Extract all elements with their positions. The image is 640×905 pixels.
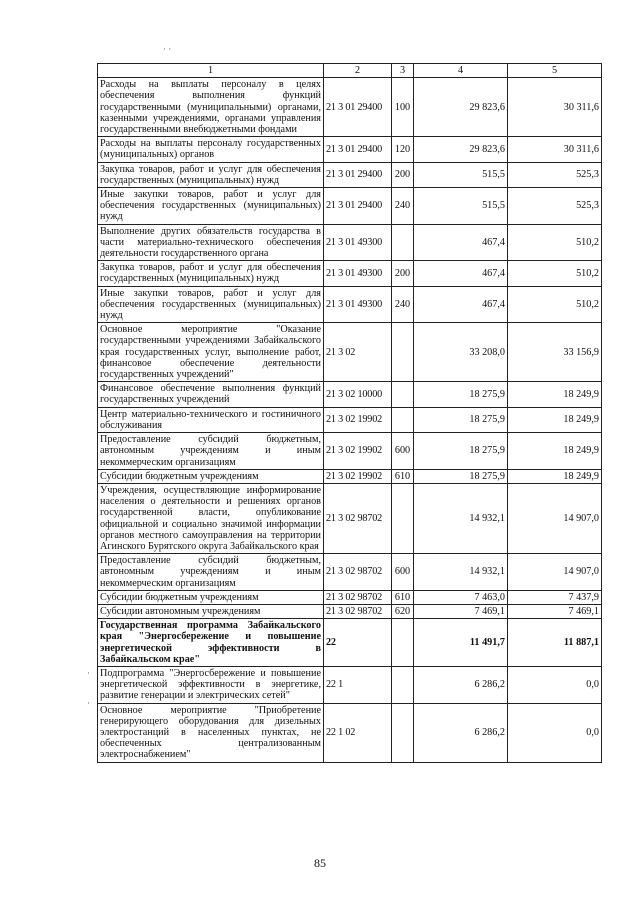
table-row: [98, 162, 602, 187]
amount-year-2-cell: 510,2: [508, 224, 602, 261]
row-name-cell: Предоставление субсидий бюджетным, автономным учреждениям и иным некоммерческим организациям: [98, 554, 324, 591]
target-article-code-cell: 21 3 02 98702: [324, 554, 392, 591]
header-col-3: 3: [392, 64, 414, 78]
expense-type-code-cell: 200: [392, 162, 414, 187]
amount-year-2-cell: 510,2: [508, 286, 602, 323]
target-article-code-cell: 21 3 02 19902: [324, 407, 392, 432]
amount-year-2-cell: 0,0: [508, 666, 602, 703]
amount-year-2-cell: 525,3: [508, 188, 602, 225]
target-article-code-cell: 21 3 02 19902: [324, 433, 392, 470]
table-row: [98, 323, 602, 382]
target-article-code-cell: 21 3 01 29400: [324, 188, 392, 225]
table-row: [98, 261, 602, 286]
row-name-cell: Предоставление субсидий бюджетным, автономным учреждениям и иным некоммерческим организациям: [98, 433, 324, 470]
row-name-cell: Финансовое обеспечение выполнения функций государственных учреждений: [98, 382, 324, 407]
target-article-code-cell: 22 1 02: [324, 703, 392, 762]
expense-type-code-cell: 240: [392, 286, 414, 323]
amount-year-1-cell: 14 932,1: [414, 483, 508, 553]
amount-year-1-cell: 14 932,1: [414, 554, 508, 591]
header-col-4: 4: [414, 64, 508, 78]
table-row: [98, 382, 602, 407]
expense-type-code-cell: [392, 323, 414, 382]
table-row: [98, 703, 602, 762]
row-name-cell: Закупка товаров, работ и услуг для обеспечения государственных (муниципальных) нужд: [98, 261, 324, 286]
scan-speck: · ·: [163, 44, 172, 54]
amount-year-1-cell: 515,5: [414, 162, 508, 187]
expense-type-code-cell: 240: [392, 188, 414, 225]
header-col-1: 1: [98, 64, 324, 78]
amount-year-1-cell: 7 463,0: [414, 590, 508, 604]
amount-year-2-cell: 11 887,1: [508, 619, 602, 667]
amount-year-1-cell: 467,4: [414, 261, 508, 286]
table-row: [98, 469, 602, 483]
page-number: 85: [314, 856, 326, 870]
amount-year-2-cell: 14 907,0: [508, 554, 602, 591]
scan-speck: ·: [87, 668, 90, 678]
expense-type-code-cell: 600: [392, 554, 414, 591]
expense-type-code-cell: [392, 703, 414, 762]
expense-type-code-cell: 620: [392, 604, 414, 618]
row-name-cell: Учреждения, осуществляющие информирование населения о деятельности и решениях органов государственной власти, опубликование официальной и социально значимой информации органов местного самоуправления на территории Агинского Бурятского округа Забайкальского края: [98, 483, 324, 553]
expense-type-code-cell: [392, 666, 414, 703]
row-name-cell: Расходы на выплаты персоналу государственных (муниципальных) органов: [98, 137, 324, 162]
budget-table: [97, 63, 602, 763]
amount-year-1-cell: 18 275,9: [414, 469, 508, 483]
row-name-cell: Государственная программа Забайкальского края "Энергосбережение и повышение энергетической эффективности в Забайкальском крае": [98, 619, 324, 667]
amount-year-2-cell: 510,2: [508, 261, 602, 286]
target-article-code-cell: 21 3 02 98702: [324, 590, 392, 604]
amount-year-2-cell: 18 249,9: [508, 469, 602, 483]
target-article-code-cell: 21 3 02 19902: [324, 469, 392, 483]
amount-year-1-cell: 33 208,0: [414, 323, 508, 382]
target-article-code-cell: 21 3 01 29400: [324, 137, 392, 162]
row-name-cell: Основное мероприятие "Приобретение генерирующего оборудования для дизельных электростанций в населенных пунктах, не обеспеченных централизованным электроснабжением": [98, 703, 324, 762]
amount-year-2-cell: 14 907,0: [508, 483, 602, 553]
amount-year-2-cell: 18 249,9: [508, 407, 602, 432]
table-row: [98, 554, 602, 591]
table-row: [98, 483, 602, 553]
row-name-cell: Закупка товаров, работ и услуг для обеспечения государственных (муниципальных) нужд: [98, 162, 324, 187]
amount-year-2-cell: 18 249,9: [508, 382, 602, 407]
amount-year-1-cell: 6 286,2: [414, 666, 508, 703]
table-row: [98, 433, 602, 470]
expense-type-code-cell: [392, 619, 414, 667]
row-name-cell: Субсидии бюджетным учреждениям: [98, 469, 324, 483]
amount-year-2-cell: 525,3: [508, 162, 602, 187]
amount-year-1-cell: 6 286,2: [414, 703, 508, 762]
expense-type-code-cell: [392, 224, 414, 261]
amount-year-1-cell: 18 275,9: [414, 407, 508, 432]
expense-type-code-cell: [392, 483, 414, 553]
target-article-code-cell: 21 3 01 49300: [324, 286, 392, 323]
table-row: [98, 590, 602, 604]
amount-year-1-cell: 515,5: [414, 188, 508, 225]
target-article-code-cell: 21 3 01 49300: [324, 261, 392, 286]
amount-year-2-cell: 33 156,9: [508, 323, 602, 382]
table-row: [98, 188, 602, 225]
target-article-code-cell: 21 3 02 10000: [324, 382, 392, 407]
table-row: [98, 286, 602, 323]
target-article-code-cell: 22: [324, 619, 392, 667]
amount-year-1-cell: 467,4: [414, 286, 508, 323]
table-row: [98, 224, 602, 261]
amount-year-1-cell: 29 823,6: [414, 78, 508, 137]
table-row: [98, 604, 602, 618]
row-name-cell: Расходы на выплаты персоналу в целях обеспечения выполнения функций государственными (муниципальными) органами, казенными учреждениями, органами управления государственными внебюджетными фондами: [98, 78, 324, 137]
table-row: [98, 137, 602, 162]
row-name-cell: Субсидии автономным учреждениям: [98, 604, 324, 618]
amount-year-1-cell: 7 469,1: [414, 604, 508, 618]
expense-type-code-cell: [392, 407, 414, 432]
row-name-cell: Подпрограмма "Энергосбережение и повышение энергетической эффективности в энергетике, развитие генерации и электрических сетей": [98, 666, 324, 703]
amount-year-1-cell: 29 823,6: [414, 137, 508, 162]
header-col-5: 5: [508, 64, 602, 78]
amount-year-2-cell: 18 249,9: [508, 433, 602, 470]
table-header-row: [98, 64, 602, 78]
header-col-2: 2: [324, 64, 392, 78]
target-article-code-cell: 22 1: [324, 666, 392, 703]
table-body: [98, 78, 602, 762]
expense-type-code-cell: 120: [392, 137, 414, 162]
expense-type-code-cell: [392, 382, 414, 407]
target-article-code-cell: 21 3 02 98702: [324, 483, 392, 553]
expense-type-code-cell: 100: [392, 78, 414, 137]
target-article-code-cell: 21 3 01 29400: [324, 78, 392, 137]
target-article-code-cell: 21 3 02: [324, 323, 392, 382]
row-name-cell: Субсидии бюджетным учреждениям: [98, 590, 324, 604]
row-name-cell: Иные закупки товаров, работ и услуг для обеспечения государственных (муниципальных) нужд: [98, 286, 324, 323]
expense-type-code-cell: 600: [392, 433, 414, 470]
row-name-cell: Основное мероприятие "Оказание государственными учреждениями Забайкальского края государственных услуг, выполнение работ, финансовое обеспечение деятельности государственных учреждений": [98, 323, 324, 382]
amount-year-1-cell: 18 275,9: [414, 382, 508, 407]
row-name-cell: Выполнение других обязательств государства в части материально-технического обеспечения деятельности государственного органа: [98, 224, 324, 261]
table-row: [98, 666, 602, 703]
row-name-cell: Иные закупки товаров, работ и услуг для обеспечения государственных (муниципальных) нужд: [98, 188, 324, 225]
target-article-code-cell: 21 3 01 49300: [324, 224, 392, 261]
expense-type-code-cell: 610: [392, 469, 414, 483]
scan-speck: ·: [87, 698, 90, 708]
amount-year-2-cell: 30 311,6: [508, 78, 602, 137]
target-article-code-cell: 21 3 01 29400: [324, 162, 392, 187]
amount-year-1-cell: 18 275,9: [414, 433, 508, 470]
row-name-cell: Центр материально-технического и гостиничного обслуживания: [98, 407, 324, 432]
amount-year-2-cell: 7 469,1: [508, 604, 602, 618]
target-article-code-cell: 21 3 02 98702: [324, 604, 392, 618]
amount-year-1-cell: 467,4: [414, 224, 508, 261]
table-row: [98, 78, 602, 137]
expense-type-code-cell: 200: [392, 261, 414, 286]
table-row: [98, 407, 602, 432]
amount-year-1-cell: 11 491,7: [414, 619, 508, 667]
amount-year-2-cell: 30 311,6: [508, 137, 602, 162]
amount-year-2-cell: 7 437,9: [508, 590, 602, 604]
table-row: [98, 619, 602, 667]
amount-year-2-cell: 0,0: [508, 703, 602, 762]
expense-type-code-cell: 610: [392, 590, 414, 604]
